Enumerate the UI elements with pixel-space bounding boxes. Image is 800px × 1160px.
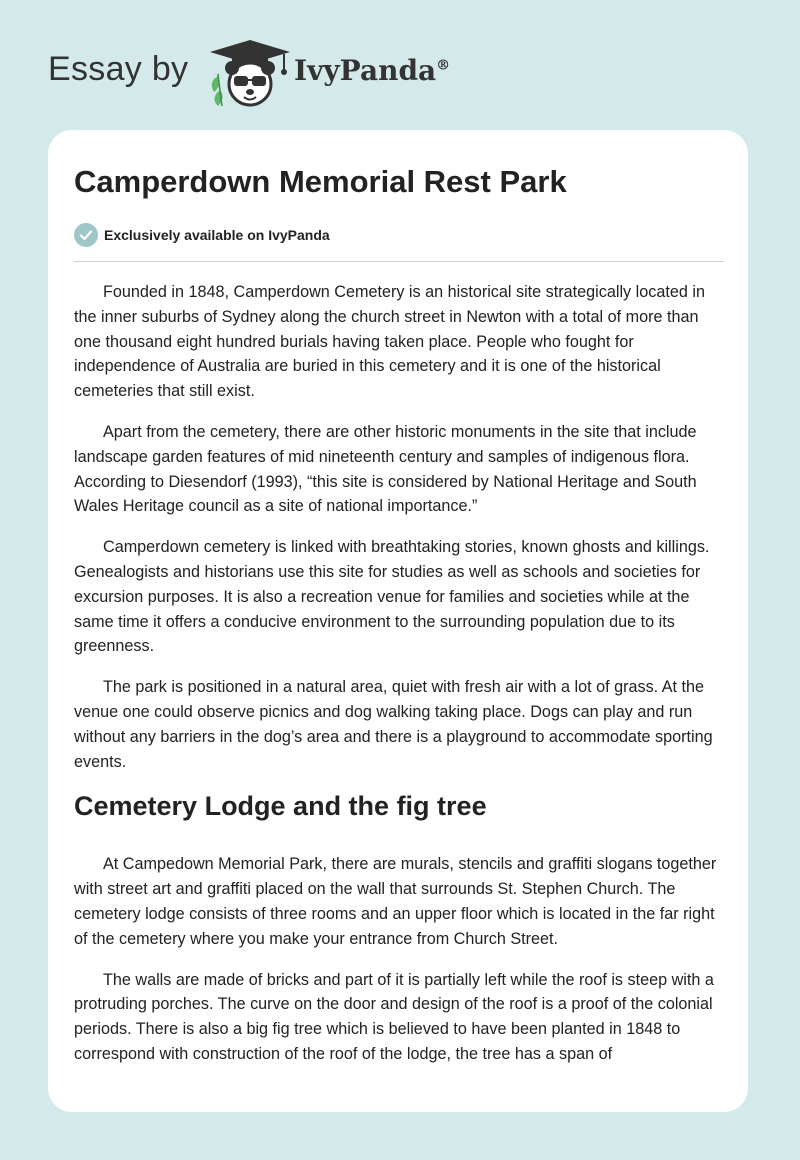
essay-by-label: Essay by xyxy=(48,50,189,88)
paragraph: Camperdown cemetery is linked with breathtaking stories, known ghosts and killings. Genealogists and historians use this site for studies as well as schools and societies for excursion purposes. It is also a recreation venue for families and societies while at the same time it offers a conducive environment to the surrounding population due to its greenness. xyxy=(74,538,710,656)
paragraph: The park is positioned in a natural area, quiet with fresh air with a lot of grass. At the venue one could observe picnics and dog walking taking place. Dogs can play and run without any barriers in the dog’s area and there is a playground to accommodate sporting events. xyxy=(74,678,713,771)
exclusive-badge xyxy=(74,222,330,248)
page-title: Camperdown Memorial Rest Park xyxy=(74,164,567,199)
divider xyxy=(74,261,724,262)
site-header xyxy=(48,36,508,108)
essay-card xyxy=(48,130,748,1112)
registered-mark: ® xyxy=(436,57,451,74)
check-icon xyxy=(74,223,98,247)
brand-text: IvyPanda xyxy=(294,54,437,87)
paragraph: The walls are made of bricks and part of it is partially left while the roof is steep with a protruding porches. The curve on the door and design of the roof is a proof of the colonial periods. There is also a big fig tree which is believed to have been planted in 1848 to correspond with construction of the roof of the lodge, the tree has a span of xyxy=(74,970,714,1063)
panda-logo-icon xyxy=(204,36,294,108)
article-body xyxy=(74,280,726,1083)
paragraph: At Campedown Memorial Park, there are murals, stencils and graffiti slogans together with street art and graffiti placed on the wall that surrounds St. Stephen Church. The cemetery lodge consists of three rooms and an upper floor which is located in the far right of the cemetery where you make your entrance from Church Street. xyxy=(74,855,717,948)
ivypanda-logo[interactable] xyxy=(204,36,294,108)
section-heading: Cemetery Lodge and the fig tree xyxy=(74,791,487,822)
paragraph: Apart from the cemetery, there are other historic monuments in the site that include landscape garden features of mid nineteenth century and samples of indigenous flora. According to Diesendorf (1993), “this site is considered by National Heritage and South Wales Heritage council as a site of national importance.” xyxy=(74,422,697,516)
paragraph: Founded in 1848, Camperdown Cemetery is an historical site strategically located in the inner suburbs of Sydney along the church street in Newton with a total of more than one thousand eight hundred burials having taken place. People who fought for independence of Australia are buried in this cemetery and it is one of the historical cemeteries that still exist. xyxy=(74,283,705,401)
exclusive-label: Exclusively available on IvyPanda xyxy=(104,227,330,243)
brand-name xyxy=(294,54,450,87)
